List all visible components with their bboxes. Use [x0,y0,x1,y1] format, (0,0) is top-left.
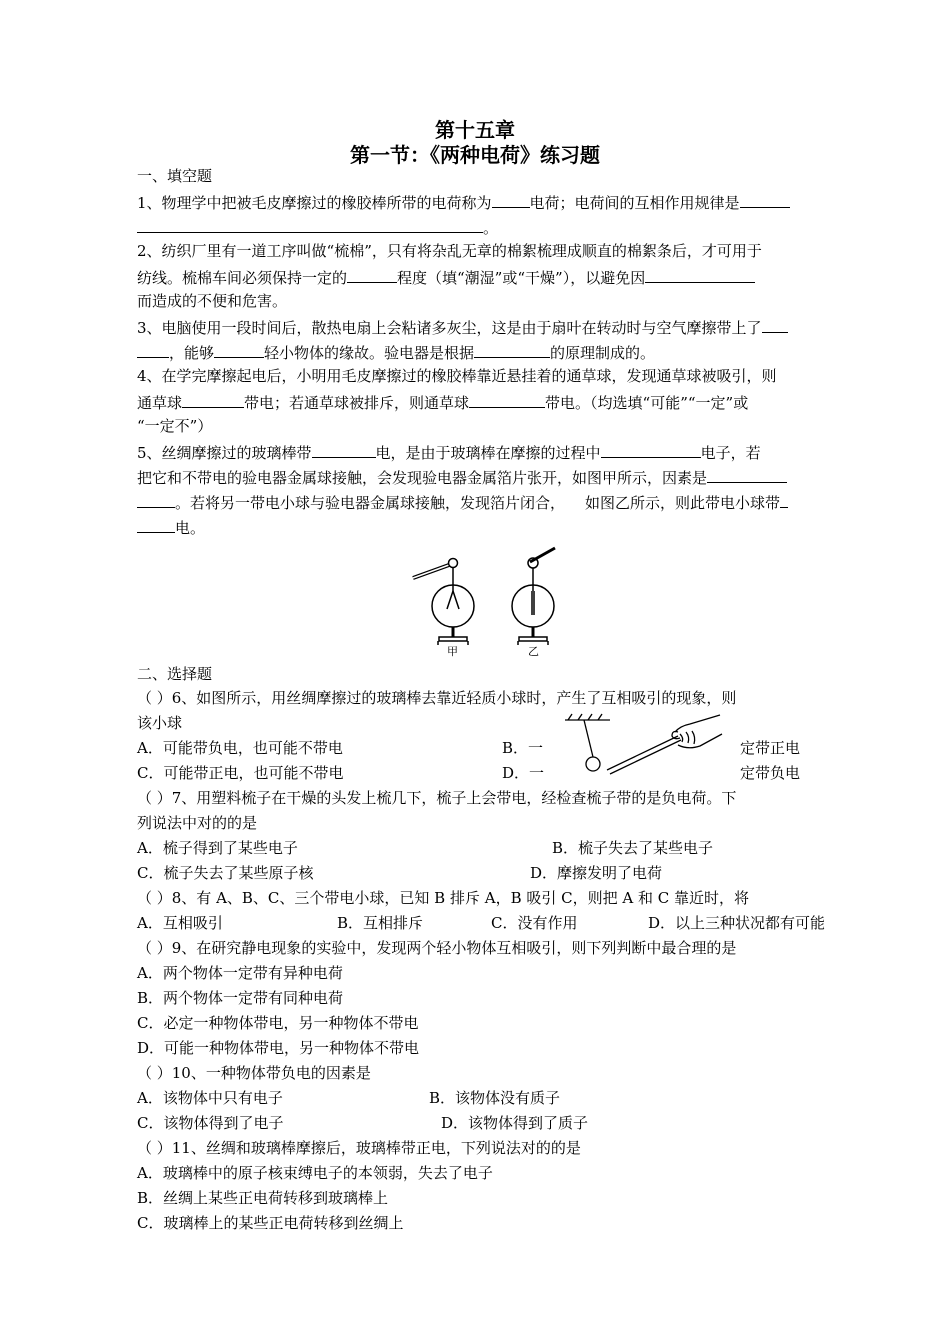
pendulum-hand-figure [560,712,725,778]
question-7-stem-2: 列说法中对的的是 [137,814,258,832]
q6-option-b-cont: 定带正电 [740,739,801,757]
q8-option-d[interactable]: D．以上三种状况都有可能 [648,914,826,932]
q1-text-b: 电荷；电荷间的互相作用规律是 [529,194,740,212]
q5-text-3b: 如图乙所示，则此带电小球带 [585,494,781,512]
q2-blank-2[interactable] [645,266,755,283]
q2-text-2b: 程度（填“潮湿”或“干燥”），以避免因 [397,269,646,287]
q2-text-1: 2、纺织厂里有一道工序叫做“梳棉”，只有将杂乱无章的棉絮梳理成顺直的棉絮条后，才可用于 [137,242,762,260]
question-3-line-2 [137,341,655,363]
q8-option-c[interactable]: C．没有作用 [491,914,578,932]
chapter-title: 第十五章 [435,118,515,142]
question-2-line-2 [137,266,755,288]
q10-option-c[interactable]: C．该物体得到了电子 [137,1114,284,1132]
question-9-stem: （ ）9、在研究静电现象的实验中，发现两个轻小物体互相吸引，则下列判断中最合理的是 [137,939,737,957]
q11-option-a[interactable]: A．玻璃棒中的原子核束缚电子的本领弱，失去了电子 [137,1164,493,1182]
figure-label-jia: 甲 [447,645,458,658]
q9-option-b[interactable]: B．两个物体一定带有同种电荷 [137,989,344,1007]
question-4-line-1: 4、在学完摩擦起电后，小明用毛皮摩擦过的橡胶棒靠近悬挂着的通草球，发现通草球被吸引，则 [137,367,777,385]
question-5-line-4 [137,516,205,538]
section-title: 第一节：《两种电荷》练习题 [350,143,600,167]
question-3-line-1 [137,316,788,338]
q9-option-c[interactable]: C．必定一种物体带电，另一种物体不带电 [137,1014,419,1032]
q11-option-b[interactable]: B．丝绸上某些正电荷转移到玻璃棒上 [137,1189,389,1207]
question-5-line-1 [137,441,761,463]
question-2-line-3: 而造成的不便和危害。 [137,292,288,310]
q1-text-a: 1、物理学中把被毛皮摩擦过的橡胶棒所带的电荷称为 [137,194,492,212]
q5-blank-1[interactable] [312,441,376,458]
q3-text-2c: 的原理制成的。 [550,344,656,362]
q1-blank-1[interactable] [492,191,530,208]
q5-blank-4-cont[interactable] [137,516,175,533]
q3-blank-2[interactable] [214,341,264,358]
question-5-line-2 [137,466,787,488]
q6-option-d-cont: 定带负电 [740,764,801,782]
question-6-stem: （ ）6、如图所示，用丝绸摩擦过的玻璃棒去靠近轻质小球时，产生了互相吸引的现象，则 [137,689,737,707]
question-11-stem: （ ）11、丝绸和玻璃棒摩擦后，玻璃棒带正电，下列说法对的的是 [137,1139,581,1157]
part2-heading: 二、选择题 [137,665,213,683]
q6-option-c[interactable]: C．可能带正电，也可能不带电 [137,764,344,782]
q7-option-c[interactable]: C．梳子失去了某些原子核 [137,864,314,882]
q5-text-1a: 5、丝绸摩擦过的玻璃棒带 [137,444,312,462]
question-4-line-3: “一定不”） [137,417,213,435]
question-1-line-2 [137,216,498,238]
electroscope-figure [405,545,575,660]
q3-text-2b: 轻小物体的缘故。验电器是根据 [264,344,475,362]
question-5-line-3 [137,491,788,513]
q5-text-2: 把它和不带电的验电器金属球接触，会发现验电器金属箔片张开，如图甲所示，因素是 [137,469,708,487]
q1-text-c: 。 [483,219,499,237]
q6-option-b[interactable]: B．一 [502,739,544,757]
q8-option-b[interactable]: B．互相排斥 [337,914,424,932]
q8-option-a[interactable]: A．互相吸引 [137,914,223,932]
q5-text-3a: 。若将另一带电小球与验电器金属球接触，发现箔片闭合， [175,494,566,512]
q5-text-3c: 电。 [175,519,206,537]
figure-label-yi: 乙 [528,645,539,658]
part1-heading: 一、填空题 [137,167,213,185]
q4-text-2c: 带电。（均选填“可能”“一定”或 [545,394,749,412]
q3-blank-1[interactable] [762,316,788,333]
q1-blank-2-cont[interactable] [137,216,483,233]
question-2-line-1 [137,241,762,261]
q3-text-1: 3、电脑使用一段时间后，散热电扇上会粘诸多灰尘，这是由于扇叶在转动时与空气摩擦带上了 [137,319,762,337]
q7-option-d[interactable]: D．摩擦发明了电荷 [530,864,663,882]
q3-text-2a: ，能够 [169,344,215,362]
q9-option-d[interactable]: D．可能一种物体带电，另一种物体不带电 [137,1039,420,1057]
q5-blank-3[interactable] [707,466,787,483]
q10-option-a[interactable]: A．该物体中只有电子 [137,1089,283,1107]
q1-blank-2[interactable] [740,191,790,208]
q2-text-2a: 纺线。梳棉车间必须保持一定的 [137,269,348,287]
q7-option-a[interactable]: A．梳子得到了某些电子 [137,839,298,857]
q3-blank-1-cont[interactable] [137,341,169,358]
q6-option-d[interactable]: D．一 [502,764,545,782]
q5-text-1b: 电，是由于玻璃棒在摩擦的过程中 [375,444,601,462]
q7-option-b[interactable]: B．梳子失去了某些电子 [552,839,714,857]
q10-option-d[interactable]: D．该物体得到了质子 [441,1114,589,1132]
q5-text-1c: 电子，若 [700,444,761,462]
question-10-stem: （ ）10、一种物体带负电的因素是 [137,1064,371,1082]
q5-blank-3-cont[interactable] [137,491,175,508]
question-8-stem: （ ）8、有 A、B、C、三个带电小球，已知 B 排斥 A，B 吸引 C，则把 A 和 C 靠近时，将 [137,889,749,907]
q4-text-2b: 带电；若通草球被排斥，则通草球 [244,394,470,412]
q10-option-b[interactable]: B．该物体没有质子 [429,1089,561,1107]
question-7-stem: （ ）7、用塑料梳子在干燥的头发上梳几下，梳子上会带电，经检查梳子带的是负电荷。下 [137,789,737,807]
q2-blank-1[interactable] [347,266,397,283]
question-4-line-2 [137,391,748,413]
q11-option-c[interactable]: C．玻璃棒上的某些正电荷转移到丝绸上 [137,1214,404,1232]
q9-option-a[interactable]: A．两个物体一定带有异种电荷 [137,964,343,982]
q4-blank-1[interactable] [182,391,244,408]
q3-blank-3[interactable] [474,341,550,358]
q4-text-2a: 通草球 [137,394,183,412]
q5-blank-4[interactable] [780,491,788,508]
question-6-stem-2: 该小球 [137,714,183,732]
q6-option-a[interactable]: A．可能带负电，也可能不带电 [137,739,343,757]
question-1-line-1 [137,191,790,213]
q4-blank-2[interactable] [469,391,545,408]
q5-blank-2[interactable] [601,441,701,458]
